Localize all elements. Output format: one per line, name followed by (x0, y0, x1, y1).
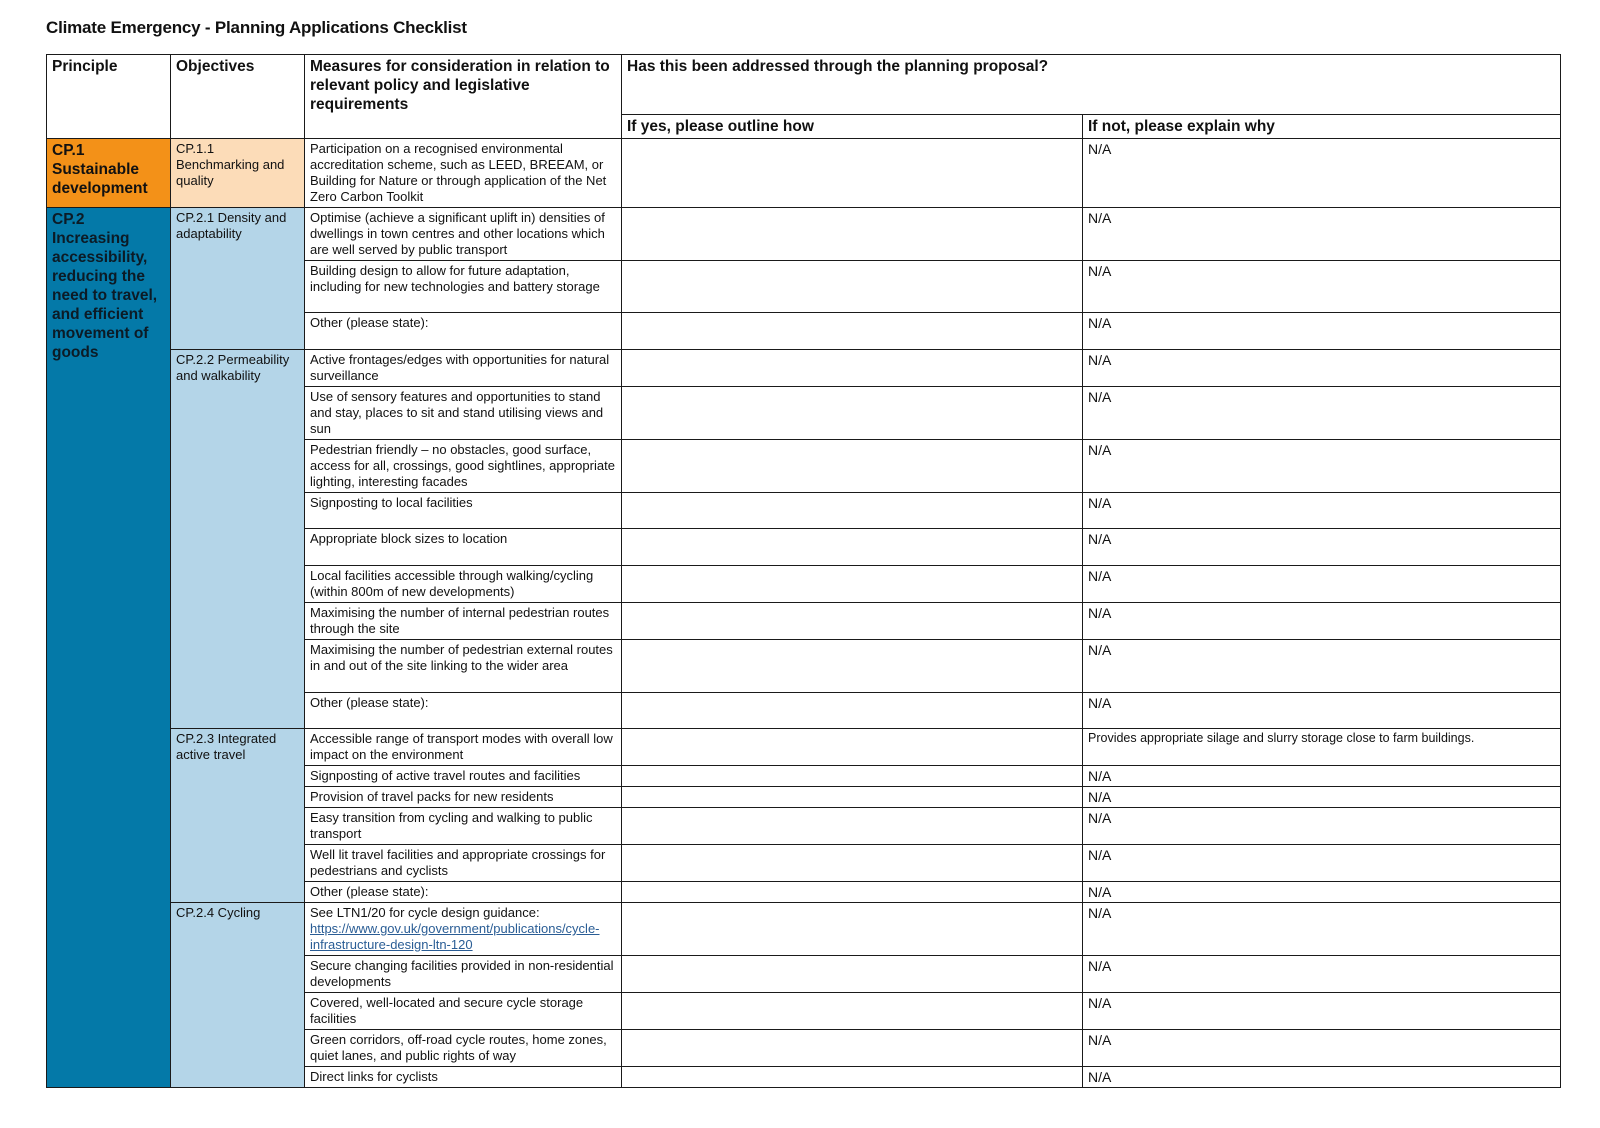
header-addressed: Has this been addressed through the planning proposal? (622, 55, 1561, 115)
if-not-cell[interactable]: N/A (1083, 261, 1561, 313)
header-if-not: If not, please explain why (1083, 115, 1561, 139)
if-yes-cell[interactable] (622, 1067, 1083, 1088)
measure-cell: Active frontages/edges with opportunities for natural surveillance (305, 350, 622, 387)
if-yes-cell[interactable] (622, 693, 1083, 729)
if-not-cell[interactable]: N/A (1083, 208, 1561, 261)
if-not-cell[interactable]: N/A (1083, 313, 1561, 350)
objective-cp24: CP.2.4 Cycling (171, 903, 305, 1088)
measure-cell: Local facilities accessible through walking/cycling (within 800m of new developments) (305, 566, 622, 603)
objective-cp22: CP.2.2 Permeability and walkability (171, 350, 305, 729)
if-yes-cell[interactable] (622, 882, 1083, 903)
if-yes-cell[interactable] (622, 603, 1083, 640)
if-yes-cell[interactable] (622, 139, 1083, 208)
if-yes-cell[interactable] (622, 529, 1083, 566)
if-not-cell[interactable]: N/A (1083, 882, 1561, 903)
if-not-cell[interactable]: N/A (1083, 808, 1561, 845)
if-yes-cell[interactable] (622, 261, 1083, 313)
measure-cell: Direct links for cyclists (305, 1067, 622, 1088)
if-yes-cell[interactable] (622, 440, 1083, 493)
if-not-cell[interactable]: N/A (1083, 640, 1561, 693)
measure-cell: Well lit travel facilities and appropriate crossings for pedestrians and cyclists (305, 845, 622, 882)
header-if-yes: If yes, please outline how (622, 115, 1083, 139)
if-not-cell[interactable]: N/A (1083, 493, 1561, 529)
measure-cell: Other (please state): (305, 882, 622, 903)
if-yes-cell[interactable] (622, 766, 1083, 787)
if-not-cell[interactable]: N/A (1083, 766, 1561, 787)
page-title: Climate Emergency - Planning Applications Checklist (46, 18, 467, 37)
if-not-cell[interactable]: N/A (1083, 993, 1561, 1030)
measure-cell: Covered, well-located and secure cycle storage facilities (305, 993, 622, 1030)
if-yes-cell[interactable] (622, 566, 1083, 603)
if-not-cell[interactable]: Provides appropriate silage and slurry storage close to farm buildings. (1083, 729, 1561, 766)
header-measures: Measures for consideration in relation to relevant policy and legislative requirements (305, 55, 622, 139)
ltn-guidance-link[interactable]: https://www.gov.uk/government/publications/cycle-infrastructure-design-ltn-120 (310, 921, 600, 952)
measure-cell: Appropriate block sizes to location (305, 529, 622, 566)
if-yes-cell[interactable] (622, 208, 1083, 261)
header-objectives: Objectives (171, 55, 305, 139)
if-not-cell[interactable]: N/A (1083, 903, 1561, 956)
measure-cell: Provision of travel packs for new residents (305, 787, 622, 808)
measure-cell: Signposting to local facilities (305, 493, 622, 529)
measure-cell: Participation on a recognised environmental accreditation scheme, such as LEED, BREEAM, or Building for Nature or through application of the Net Zero Carbon Toolkit (305, 139, 622, 208)
if-not-cell[interactable]: N/A (1083, 1030, 1561, 1067)
if-yes-cell[interactable] (622, 903, 1083, 956)
if-yes-cell[interactable] (622, 729, 1083, 766)
measure-cell: Use of sensory features and opportunities to stand and stay, places to sit and stand utilising views and sun (305, 387, 622, 440)
if-yes-cell[interactable] (622, 350, 1083, 387)
if-yes-cell[interactable] (622, 387, 1083, 440)
principle-cp1: CP.1 Sustainable development (47, 139, 171, 208)
if-yes-cell[interactable] (622, 313, 1083, 350)
if-yes-cell[interactable] (622, 1030, 1083, 1067)
measure-cell: Green corridors, off-road cycle routes, home zones, quiet lanes, and public rights of way (305, 1030, 622, 1067)
if-yes-cell[interactable] (622, 808, 1083, 845)
if-yes-cell[interactable] (622, 956, 1083, 993)
measure-cell: Signposting of active travel routes and facilities (305, 766, 622, 787)
measure-cell: Pedestrian friendly – no obstacles, good surface, access for all, crossings, good sightlines, appropriate lighting, interesting facades (305, 440, 622, 493)
measure-cell: Other (please state): (305, 693, 622, 729)
if-yes-cell[interactable] (622, 993, 1083, 1030)
principle-cp2: CP.2 Increasing accessibility, reducing the need to travel, and efficient movement of goods (47, 208, 171, 1088)
ltn-guidance-text: See LTN1/20 for cycle design guidance: (310, 905, 540, 920)
if-not-cell[interactable]: N/A (1083, 566, 1561, 603)
objective-cp11: CP.1.1 Benchmarking and quality (171, 139, 305, 208)
if-not-cell[interactable]: N/A (1083, 693, 1561, 729)
measure-cell: Secure changing facilities provided in non-residential developments (305, 956, 622, 993)
if-yes-cell[interactable] (622, 493, 1083, 529)
if-not-cell[interactable]: N/A (1083, 603, 1561, 640)
if-not-cell[interactable]: N/A (1083, 787, 1561, 808)
measure-cell: Other (please state): (305, 313, 622, 350)
if-not-cell[interactable]: N/A (1083, 956, 1561, 993)
measure-cell: Accessible range of transport modes with overall low impact on the environment (305, 729, 622, 766)
checklist-table (46, 54, 1561, 1088)
measure-cell (305, 903, 622, 956)
if-yes-cell[interactable] (622, 640, 1083, 693)
measure-cell: Building design to allow for future adaptation, including for new technologies and battery storage (305, 261, 622, 313)
measure-cell: Maximising the number of internal pedestrian routes through the site (305, 603, 622, 640)
header-principle: Principle (47, 55, 171, 139)
measure-cell: Easy transition from cycling and walking to public transport (305, 808, 622, 845)
measure-cell: Maximising the number of pedestrian external routes in and out of the site linking to the wider area (305, 640, 622, 693)
if-yes-cell[interactable] (622, 845, 1083, 882)
if-not-cell[interactable]: N/A (1083, 1067, 1561, 1088)
if-yes-cell[interactable] (622, 787, 1083, 808)
measure-cell: Optimise (achieve a significant uplift in) densities of dwellings in town centres and other locations which are well served by public transport (305, 208, 622, 261)
objective-cp23: CP.2.3 Integrated active travel (171, 729, 305, 903)
objective-cp21: CP.2.1 Density and adaptability (171, 208, 305, 350)
if-not-cell[interactable]: N/A (1083, 139, 1561, 208)
if-not-cell[interactable]: N/A (1083, 845, 1561, 882)
if-not-cell[interactable]: N/A (1083, 529, 1561, 566)
if-not-cell[interactable]: N/A (1083, 440, 1561, 493)
if-not-cell[interactable]: N/A (1083, 350, 1561, 387)
if-not-cell[interactable]: N/A (1083, 387, 1561, 440)
